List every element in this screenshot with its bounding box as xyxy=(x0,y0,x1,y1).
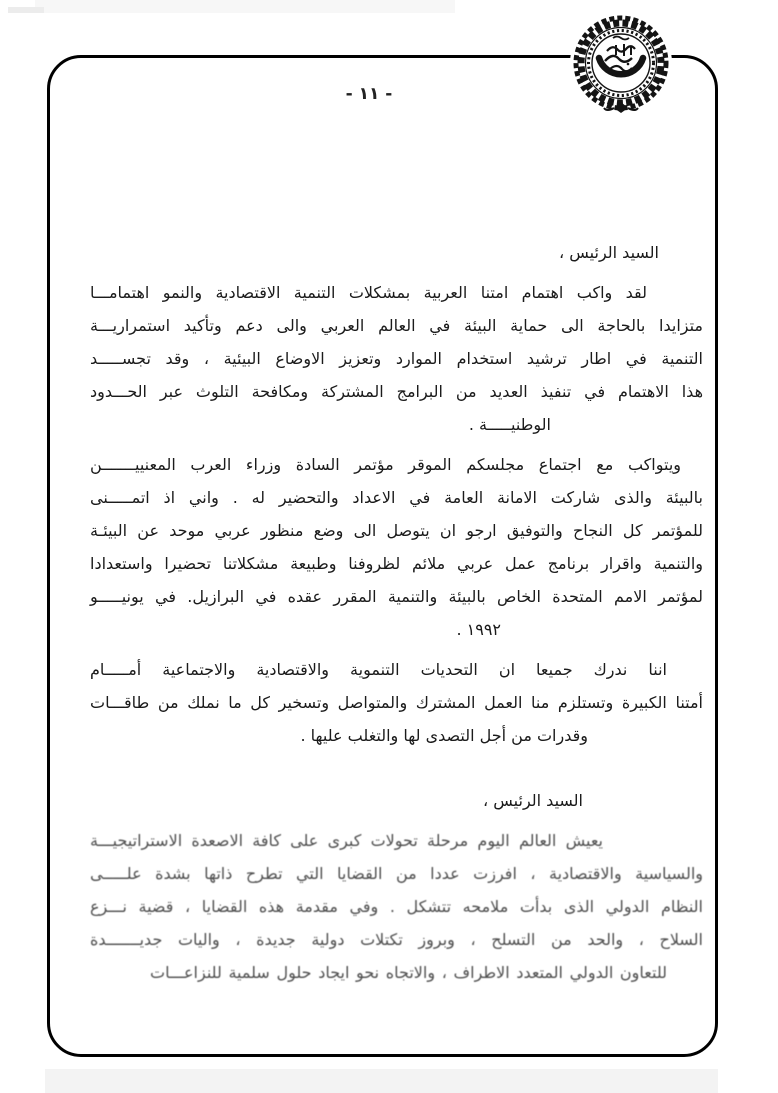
letter-line-year: ١٩٩٢ . xyxy=(456,620,501,639)
letter-line: متزايدا بالحاجة الى حماية البيئة في العالم العربي والى دعم وتأكيد استمراريـــة xyxy=(90,316,703,335)
letter-line: ويتواكب مع اجتماع مجلسكم الموقر مؤتمر السادة وزراء العرب المعنييـــــــن xyxy=(90,455,681,474)
letter-line: للتعاون الدولي المتعدد الاطراف ، والاتجاه نحو ايجاد حلول سلمية للنزاعـــات xyxy=(150,963,667,982)
page-number: - ١١ - xyxy=(345,84,393,104)
letter-line: لقد واكب اهتمام امتنا العربية بمشكلات التنمية الاقتصادية والنمو اهتمامـــا xyxy=(90,283,647,302)
scan-edge-artifact-top xyxy=(35,0,455,13)
letter-line: لمؤتمر الامم المتحدة الخاص بالبيئة والتنمية المقرر عقده في البرازيل. في يونيـــــو xyxy=(90,587,703,606)
letter-line: والسياسية والاقتصادية ، افرزت عددا من القضايا التي تطرح ذاتها بشدة علـــــى xyxy=(90,864,703,883)
letter-line: أمتنا الكبيرة وتستلزم منا العمل المشترك والمتواصل وتسخير كل ما نملك من طاقـــات xyxy=(90,693,703,712)
paragraph-1 xyxy=(90,276,703,441)
scan-edge-artifact-bottom xyxy=(45,1069,718,1093)
letter-line: السلاح ، والحد من التسلح ، وبروز تكتلات دولية جديدة ، واليات جديـــــــدة xyxy=(90,930,703,949)
paragraph-2 xyxy=(90,448,703,646)
letter-line: يعيش العالم اليوم مرحلة تحولات كبرى على كافة الاصعدة الاستراتيجيـــة xyxy=(90,831,603,850)
paragraph-4 xyxy=(90,824,703,989)
letter-line: الوطنيـــــة . xyxy=(468,415,551,434)
salutation-1: السيد الرئيس ، xyxy=(559,243,659,262)
salutation-2: السيد الرئيس ، xyxy=(483,791,583,810)
letter-line: اننا ندرك جميعا ان التحديات التنموية والاقتصادية والاجتماعية أمـــــام xyxy=(90,660,667,679)
scan-edge-artifact-topleft xyxy=(8,7,44,13)
letter-line: وقدرات من أجل التصدى لها والتغلب عليها . xyxy=(300,726,588,745)
letter-body xyxy=(90,236,703,989)
letter-line: هذا الاهتمام في تنفيذ العديد من البرامج المشتركة ومكافحة التلوث عبر الحـــدود xyxy=(90,382,703,401)
letter-line: للمؤتمر كل النجاح والتوفيق ارجو ان يتوصل الى وضع منظور عربي موحد عن البيئـة xyxy=(90,521,703,540)
arab-league-emblem-icon xyxy=(569,11,673,115)
letter-line: التنمية في اطار ترشيد استخدام الموارد وتعزيز الاوضاع البيئية ، وقد تجســـــد xyxy=(90,349,703,368)
letter-line: النظام الدولي الذى بدأت ملامحه تتشكل . وفي مقدمة هذه القضايا ، قضية نـــزع xyxy=(90,897,703,916)
emblem-svg xyxy=(569,11,673,115)
paragraph-3 xyxy=(90,653,703,752)
letter-line: بالبيئة والذى شاركت الامانة العامة في الاعداد والتحضير له . واني اذ اتمـــــنى xyxy=(90,488,703,507)
letter-line: والتنمية واقرار برنامج عمل عربي ملائم لظروفنا وطبيعة مشكلاتنا تحضيرا واستعدادا xyxy=(90,554,703,573)
